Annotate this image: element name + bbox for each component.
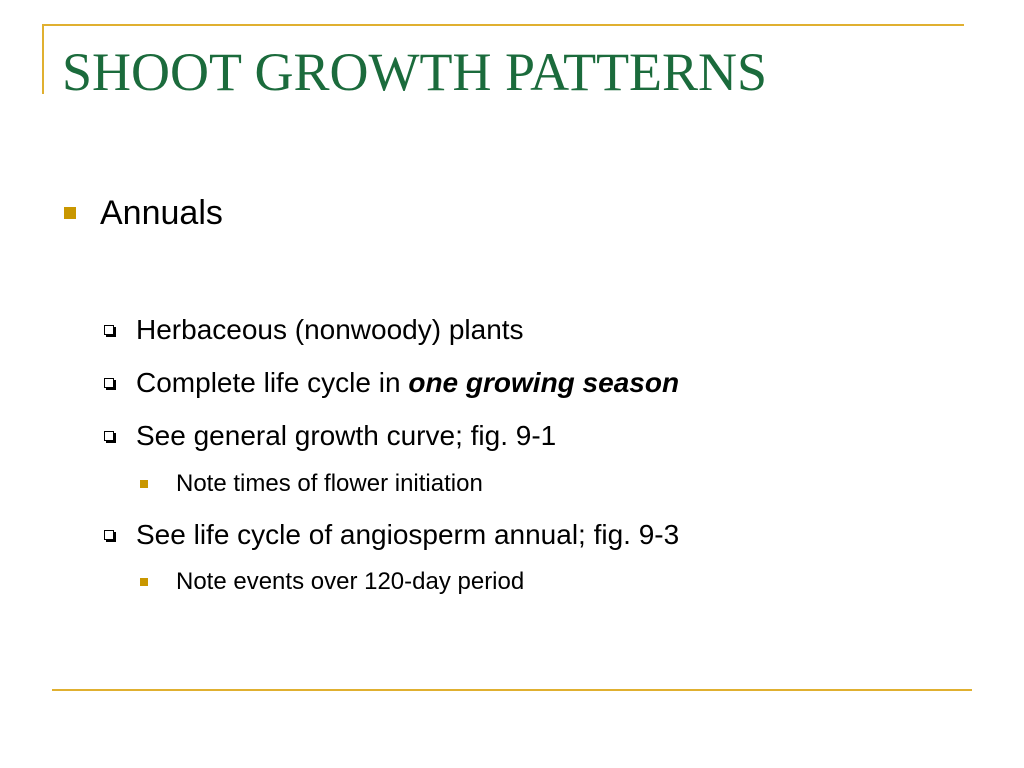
top-accent-rule xyxy=(42,24,964,26)
hollow-square-bullet-icon xyxy=(104,325,114,335)
bullet-emphasis-text: one growing season xyxy=(408,367,680,398)
bottom-accent-rule xyxy=(52,689,972,691)
bullet-text: Herbaceous (nonwoody) plants xyxy=(136,314,524,345)
square-bullet-icon xyxy=(64,207,76,219)
bullet-text: Complete life cycle in xyxy=(136,367,409,398)
slide-title: SHOOT GROWTH PATTERNS xyxy=(62,42,768,102)
bullet-text: Annuals xyxy=(100,194,223,232)
bullet-flower-initiation xyxy=(140,469,483,499)
bullet-text: Note times of flower initiation xyxy=(176,470,483,497)
bullet-text: See general growth curve; fig. 9-1 xyxy=(136,420,557,451)
hollow-square-bullet-icon xyxy=(104,431,114,441)
hollow-square-bullet-icon xyxy=(104,378,114,388)
bullet-life-cycle xyxy=(104,366,679,400)
bullet-text: Note events over 120-day period xyxy=(176,568,525,595)
hollow-square-bullet-icon xyxy=(104,530,114,540)
left-accent-rule xyxy=(42,24,44,94)
square-bullet-icon xyxy=(140,578,148,586)
bullet-annuals xyxy=(64,193,223,233)
bullet-angiosperm xyxy=(104,518,679,552)
bullet-growth-curve xyxy=(104,419,556,453)
bullet-herbaceous xyxy=(104,313,524,347)
bullet-events xyxy=(140,567,524,597)
bullet-text: See life cycle of angiosperm annual; fig. 9-3 xyxy=(136,519,680,550)
square-bullet-icon xyxy=(140,480,148,488)
